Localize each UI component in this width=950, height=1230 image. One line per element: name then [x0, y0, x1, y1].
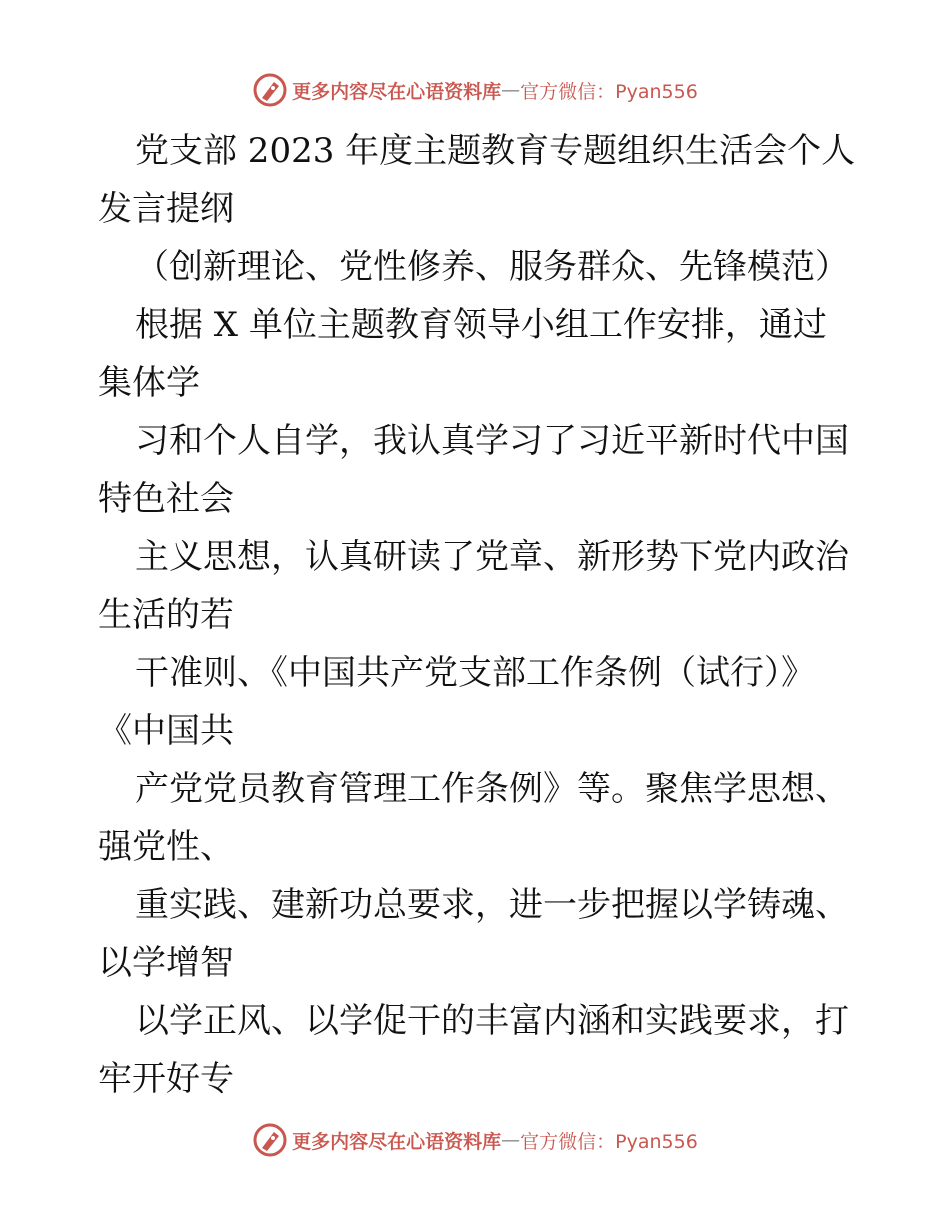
text-line: 根据 X 单位主题教育领导小组工作安排，通过	[135, 305, 827, 345]
watermark-separator: —	[501, 1129, 521, 1151]
text-line: 强党性、	[98, 827, 234, 867]
text-line: 主义思想，认真研读了党章、新形势下党内政治	[135, 537, 849, 577]
text-line: 产党党员教育管理工作条例》等。聚焦学思想、	[135, 769, 849, 809]
text-line: 生活的若	[98, 595, 234, 635]
text-line: 重实践、建新功总要求，进一步把握以学铸魂、	[135, 885, 849, 925]
text-line: 发言提纲	[98, 189, 234, 229]
pen-nib-seal-icon	[252, 1122, 288, 1158]
pen-nib-seal-icon	[252, 72, 288, 108]
watermark-wechat: 官方微信：Pyan556	[520, 1130, 698, 1153]
text-line: 特色社会	[98, 479, 234, 519]
watermark-separator: —	[501, 79, 521, 101]
text-line: 《中国共	[98, 711, 234, 751]
text-line: 干准则、《中国共产党支部工作条例（试行）》	[135, 653, 815, 693]
text-line: 以学正风、以学促干的丰富内涵和实践要求，打	[135, 1001, 849, 1041]
text-line: 党支部 2023 年度主题教育专题组织生活会个人	[135, 131, 856, 171]
footer-watermark	[0, 1120, 950, 1160]
text-line: （创新理论、党性修养、服务群众、先锋模范）	[135, 247, 849, 287]
text-line: 牢开好专	[98, 1059, 234, 1099]
text-line: 习和个人自学，我认真学习了习近平新时代中国	[135, 421, 849, 461]
watermark-wechat: 官方微信：Pyan556	[520, 80, 698, 103]
text-line: 以学增智	[98, 943, 234, 983]
header-watermark	[0, 70, 950, 110]
text-line: 集体学	[98, 363, 200, 403]
watermark-brand: 更多内容尽在心语资料库	[292, 80, 502, 103]
document-body	[98, 122, 858, 1108]
watermark-brand: 更多内容尽在心语资料库	[292, 1130, 502, 1153]
